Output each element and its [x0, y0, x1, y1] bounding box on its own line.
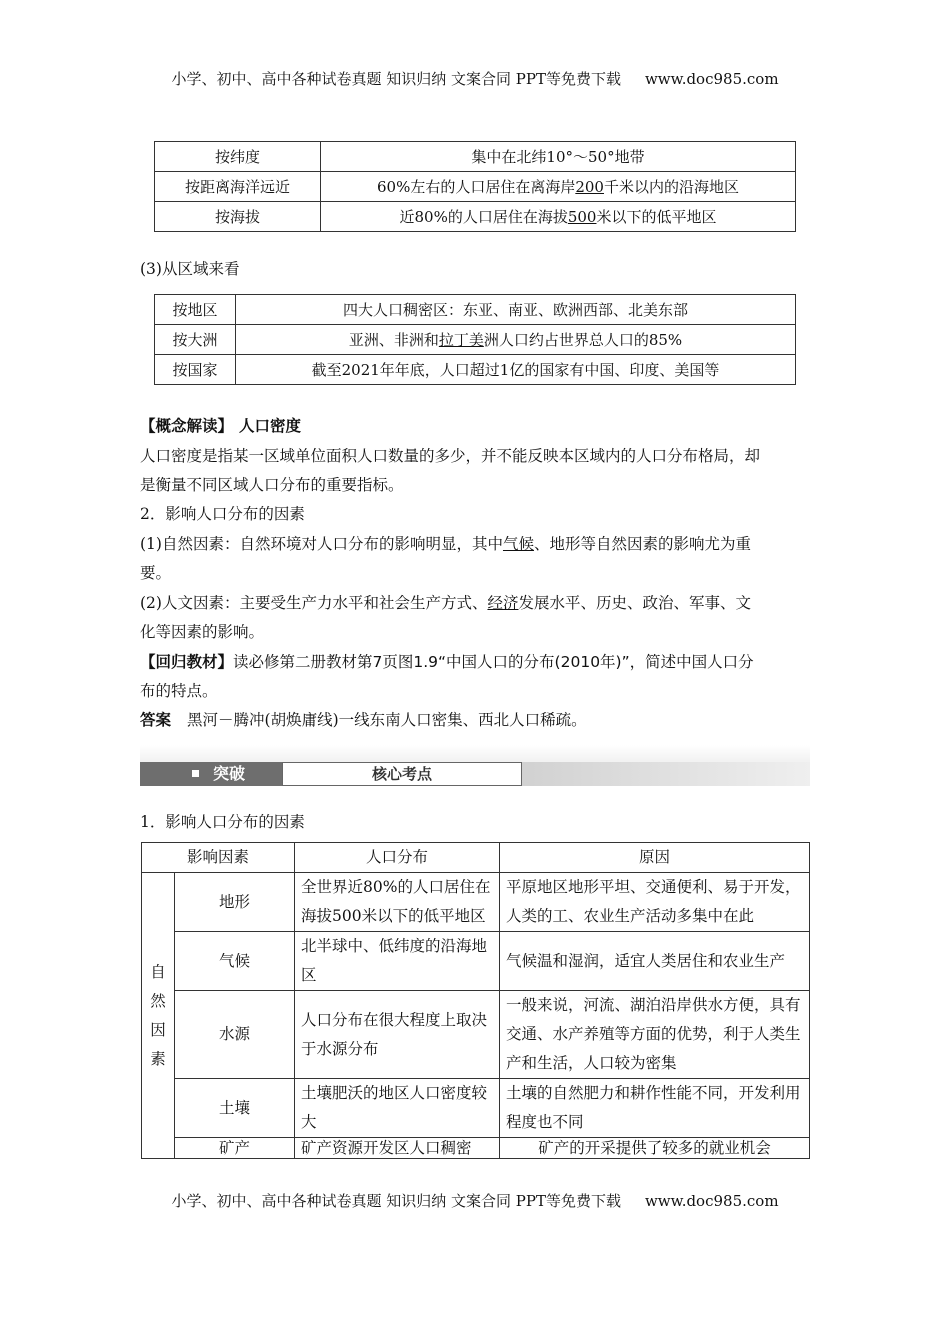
table-row: 按国家 截至2021年年底，人口超过1亿的国家有中国、印度、美国等 — [155, 355, 796, 385]
site-url[interactable]: www.doc985.com — [644, 70, 779, 88]
group-label: 自然因素 — [142, 873, 175, 1159]
answer: 答案 黑河－腾冲(胡焕庸线)一线东南人口密集、西北人口稀疏。 — [140, 711, 587, 729]
textbook-review: 【回归教材】读必修第二册教材第7页图1.9“中国人口的分布(2010年)”，简述中国人口分 布的特点。 — [140, 653, 754, 700]
section-heading: (3)从区域来看 — [140, 260, 240, 278]
page-footer: 小学、初中、高中各种试卷真题 知识归纳 文案合同 PPT等免费下载 www.doc985.com — [0, 1190, 950, 1230]
table-row: 按距离海洋远近 60%左右的人口居住在离海岸200千米以内的沿海地区 — [155, 172, 796, 202]
distribution-table-1 — [154, 141, 796, 232]
distribution-table-2 — [154, 294, 796, 385]
page-header: 小学、初中、高中各种试卷真题 知识归纳 文案合同 PPT等免费下载 www.doc985.com — [171, 70, 779, 88]
table-row: 按地区 四大人口稠密区：东亚、南亚、欧洲西部、北美东部 — [155, 295, 796, 325]
section-banner: 突破 核心考点 — [140, 745, 810, 785]
square-icon — [192, 770, 199, 777]
table-row: 土壤 土壤肥沃的地区人口密度较大 土壤的自然肥力和耕作性能不同，开发利用程度也不同 — [142, 1079, 810, 1138]
table-row: 水源 人口分布在很大程度上取决于水源分布 一般来说，河流、湖泊沿岸供水方便，具有交通、水产养殖等方面的优势，利于人类生产和生活，人口较为密集 — [142, 991, 810, 1079]
concept-body: 人口密度是指某一区域单位面积人口数量的多少，并不能反映本区域内的人口分布格局，却 是衡量不同区域人口分布的重要指标。 — [140, 447, 761, 494]
section-heading: 2．影响人口分布的因素 — [140, 505, 305, 523]
table-header-row: 影响因素 人口分布 原因 — [142, 843, 810, 873]
human-factors: (2)人文因素：主要受生产力水平和社会生产方式、经济发展水平、历史、政治、军事、文 化等因素的影响。 — [140, 594, 751, 641]
natural-factors: (1)自然因素：自然环境对人口分布的影响明显，其中气候、地形等自然因素的影响尤为重 要。 — [140, 535, 751, 582]
table-row: 矿产 矿产资源开发区人口稠密 矿产的开采提供了较多的就业机会 — [142, 1138, 810, 1159]
table-row: 自然因素 地形 全世界近80%的人口居住在海拔500米以下的低平地区 平原地区地形平坦、交通便利、易于开发，人类的工、农业生产活动多集中在此 — [142, 873, 810, 932]
site-url[interactable]: www.doc985.com — [644, 1192, 779, 1210]
table-row: 按海拔 近80%的人口居住在海拔500米以下的低平地区 — [155, 202, 796, 232]
table-row: 气候 北半球中、低纬度的沿海地区 气候温和湿润，适宜人类居住和农业生产 — [142, 932, 810, 991]
concept-heading: 【概念解读】 人口密度 — [140, 417, 302, 435]
table-row: 按大洲 亚洲、非洲和拉丁美洲人口约占世界总人口的85% — [155, 325, 796, 355]
section-heading: 1．影响人口分布的因素 — [140, 813, 305, 831]
table-row: 按纬度 集中在北纬10°～50°地带 — [155, 142, 796, 172]
factors-table — [141, 842, 810, 1159]
